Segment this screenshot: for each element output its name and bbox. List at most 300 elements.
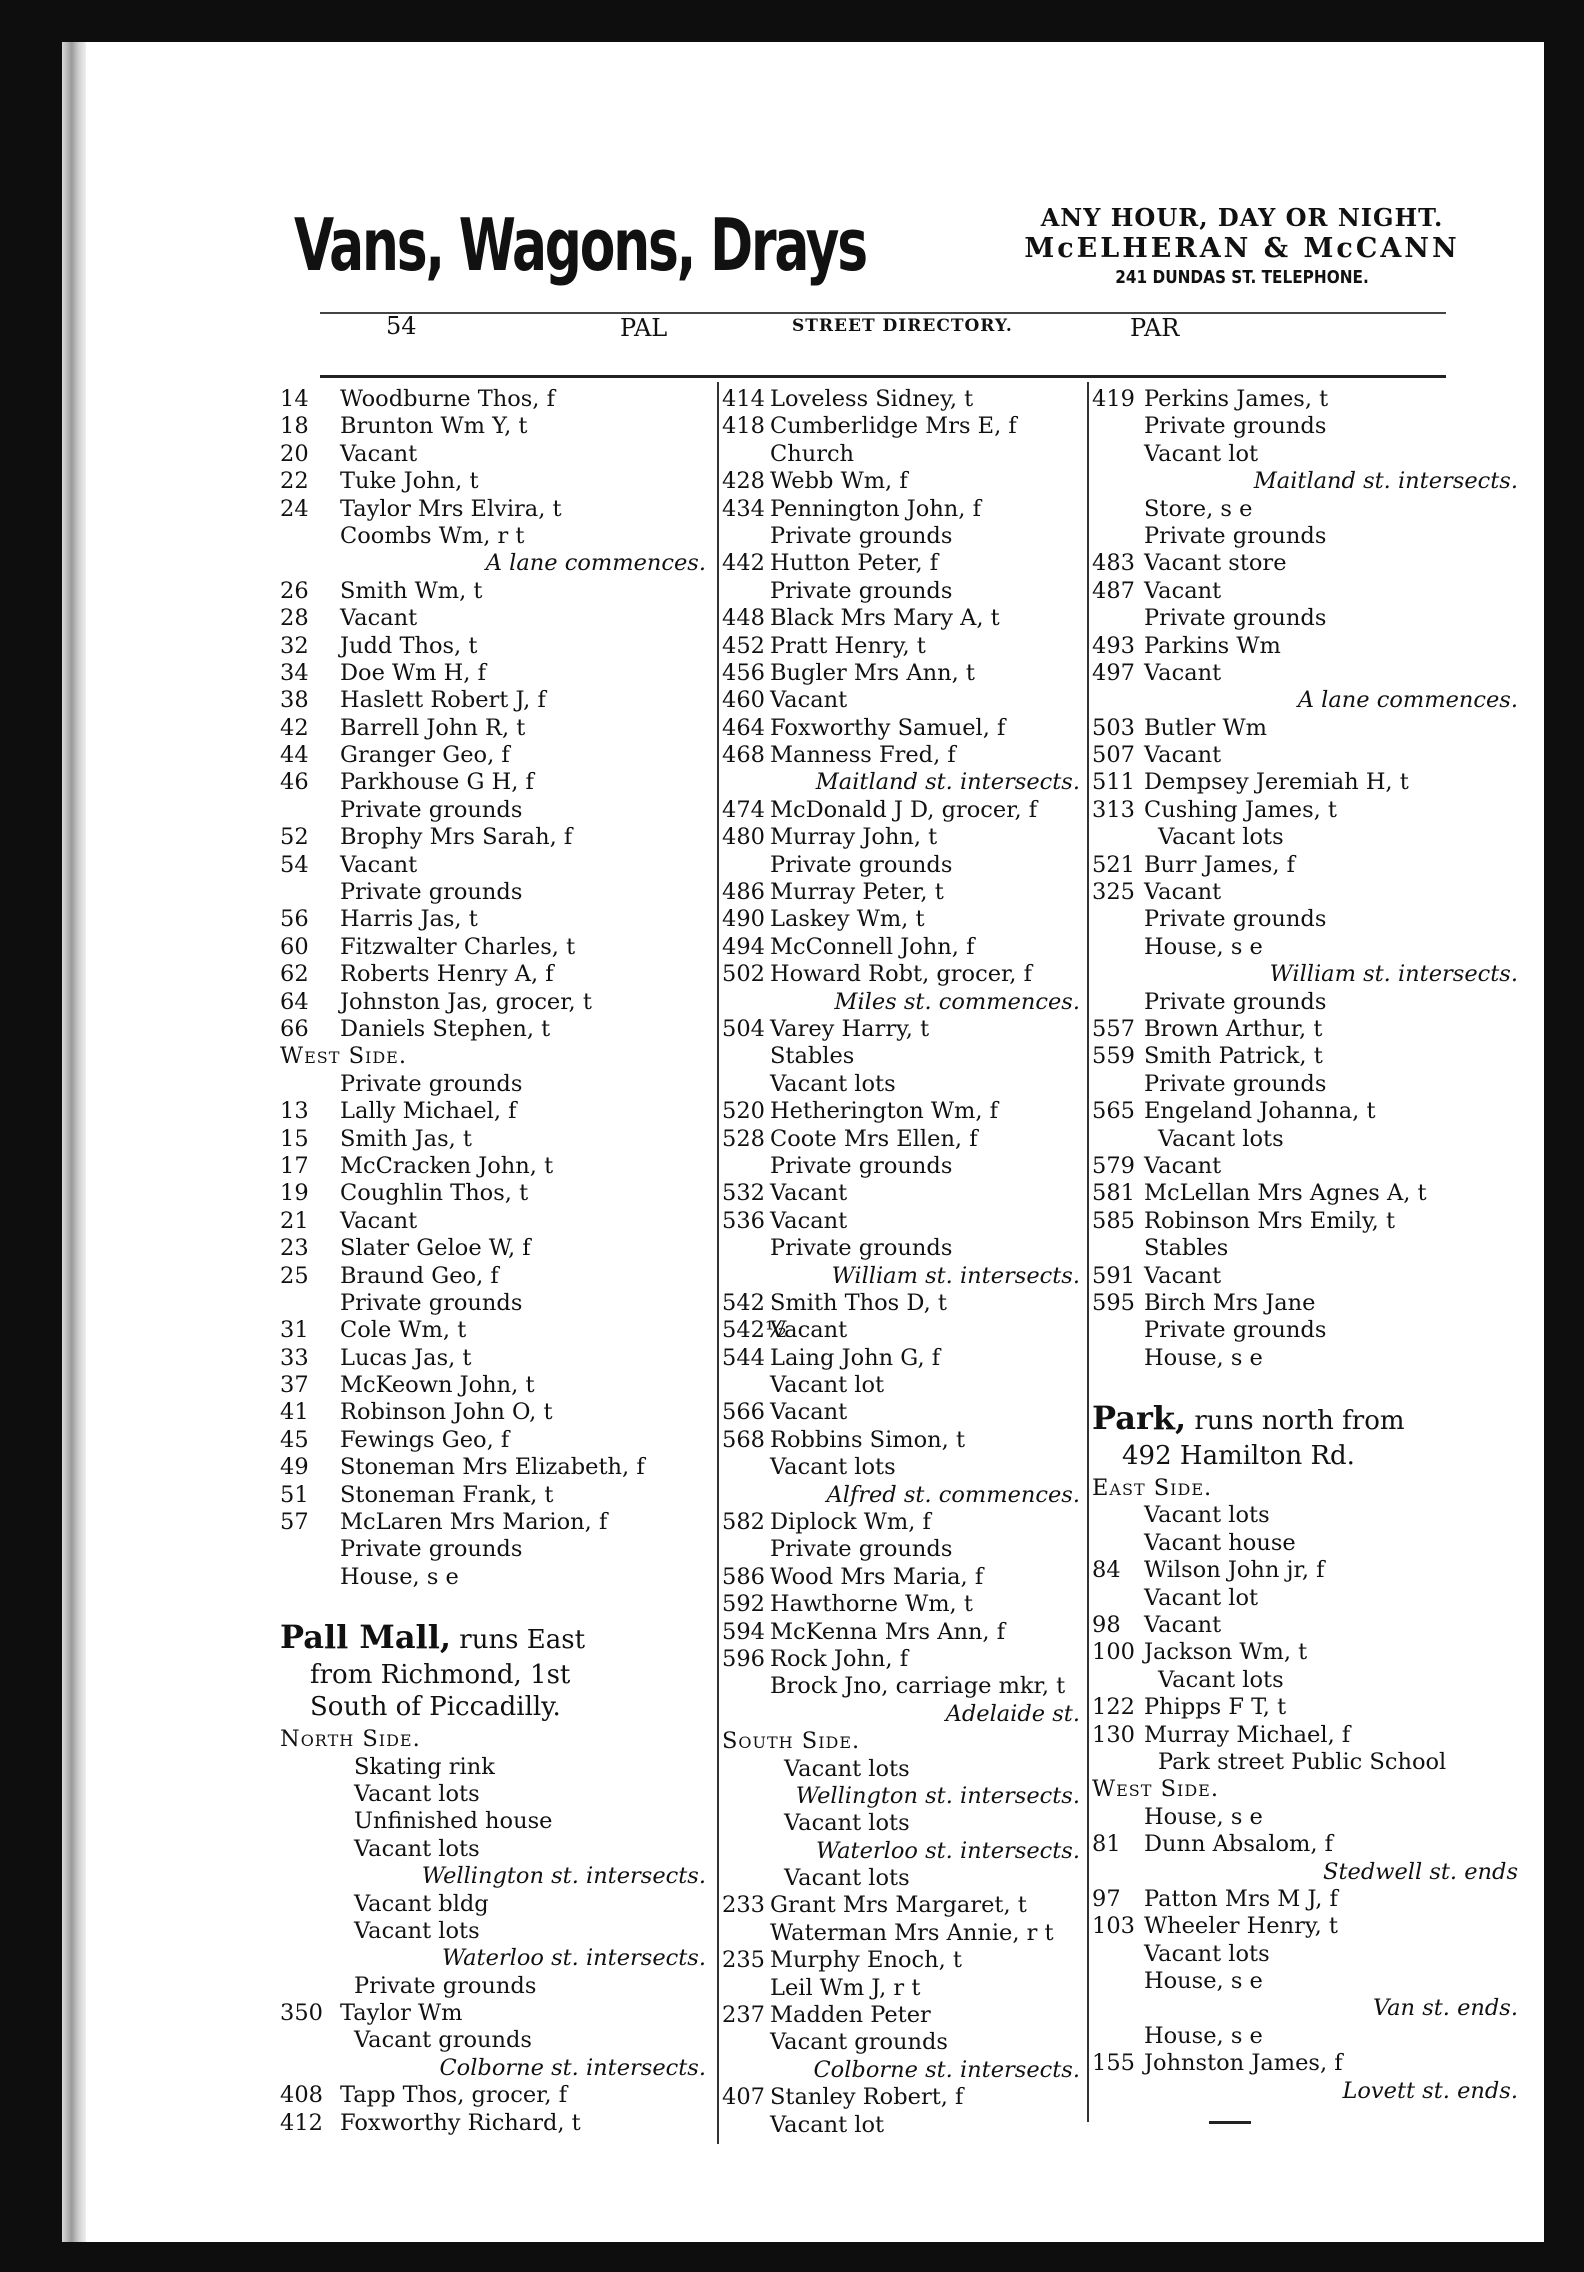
directory-entry (1092, 1886, 1522, 1913)
resident-name: Vacant lots (784, 1810, 910, 1837)
directory-entry (280, 1836, 710, 1863)
directory-entry (1092, 1180, 1522, 1207)
advert-hours: ANY HOUR, DAY OR NIGHT. (1040, 203, 1444, 232)
resident-name: Johnston James, f (1144, 2050, 1343, 2077)
house-number: 483 (1092, 550, 1135, 577)
directory-entry (280, 605, 710, 632)
resident-name: Dunn Absalom, f (1144, 1831, 1333, 1858)
cross-street-note: Colborne st. intersects. (813, 2056, 1080, 2083)
resident-name: Smith Thos D, t (770, 1289, 947, 1316)
house-number: 487 (1092, 577, 1135, 604)
resident-name: Taylor Mrs Elvira, t (340, 495, 562, 522)
directory-entry (1092, 1475, 1522, 1502)
resident-name: House, s e (340, 1563, 459, 1590)
house-number: 23 (280, 1235, 309, 1262)
directory-entry (722, 660, 1084, 687)
resident-name: Vacant (1144, 577, 1222, 604)
house-number: 507 (1092, 742, 1135, 769)
resident-name: Private grounds (340, 1289, 523, 1316)
directory-entry (1092, 496, 1522, 523)
house-number: 52 (280, 824, 309, 851)
house-number: 468 (722, 742, 765, 769)
directory-entry (280, 1536, 710, 1563)
directory-entry (722, 1536, 1084, 1563)
house-number: 56 (280, 906, 309, 933)
resident-name: Harris Jas, t (340, 906, 478, 933)
resident-name: Private grounds (770, 851, 953, 878)
directory-entry (1092, 1530, 1522, 1557)
directory-entry (722, 1180, 1084, 1207)
directory-entry (1092, 1263, 1522, 1290)
house-number: 60 (280, 933, 309, 960)
resident-name: Cole Wm, t (340, 1317, 467, 1344)
resident-name: Vacant (1144, 879, 1222, 906)
resident-name: Hawthorne Wm, t (770, 1591, 973, 1618)
resident-name: Woodburne Thos, f (340, 386, 555, 412)
house-number: 582 (722, 1509, 765, 1536)
directory-entry (280, 1043, 710, 1070)
resident-name: Vacant (770, 1399, 848, 1426)
advert-address: 241 DUNDAS ST. TELEPHONE. (1115, 267, 1369, 288)
house-number: 41 (280, 1399, 309, 1426)
resident-name: House, s e (1144, 1968, 1263, 1995)
house-number: 464 (722, 714, 765, 741)
directory-entry (722, 1509, 1084, 1536)
house-number: 14 (280, 386, 309, 412)
resident-name: McDonald J D, grocer, f (770, 796, 1038, 823)
resident-name: Grant Mrs Margaret, t (770, 1892, 1027, 1919)
house-number: 24 (280, 495, 309, 522)
house-number: 49 (280, 1454, 309, 1481)
resident-name: Park street Public School (1158, 1748, 1447, 1775)
resident-name: Vacant (770, 1317, 848, 1344)
directory-entry (280, 578, 710, 605)
directory-entry (280, 1591, 710, 1618)
directory-entry (280, 1180, 710, 1207)
directory-entry (722, 1701, 1084, 1728)
directory-entry (280, 1016, 710, 1043)
house-number: 502 (722, 961, 765, 988)
house-number: 544 (722, 1344, 765, 1371)
directory-entry (280, 468, 710, 495)
directory-entry (1092, 1153, 1522, 1180)
resident-name: Tapp Thos, grocer, f (340, 2082, 568, 2109)
directory-entry (722, 1756, 1084, 1783)
cross-street-note: A lane commences. (1297, 687, 1518, 714)
resident-name: Unfinished house (354, 1808, 553, 1835)
resident-name: Smith Wm, t (340, 577, 483, 604)
directory-entry (722, 413, 1084, 440)
resident-name: Vacant lots (354, 1835, 480, 1862)
resident-name: Vacant (770, 1180, 848, 1207)
resident-name: Brunton Wm Y, t (340, 413, 528, 440)
house-number: 325 (1092, 879, 1135, 906)
resident-name: Hetherington Wm, f (770, 1098, 998, 1125)
directory-entry (722, 1098, 1084, 1125)
directory-entry (722, 906, 1084, 933)
directory-entry (722, 1865, 1084, 1892)
cross-street-note: William st. intersects. (1269, 961, 1518, 988)
directory-entry (722, 1564, 1084, 1591)
directory-entry (280, 550, 710, 577)
directory-entry (1092, 468, 1522, 495)
directory-entry (280, 2027, 710, 2054)
resident-name: Vacant (340, 851, 418, 878)
directory-entry (280, 1482, 710, 1509)
directory-entry (1092, 578, 1522, 605)
resident-name: Vacant lots (1144, 1940, 1270, 1967)
resident-name: Braund Geo, f (340, 1262, 499, 1289)
house-number: 565 (1092, 1098, 1135, 1125)
directory-entry (280, 906, 710, 933)
cross-street-note: Wellington st. intersects. (421, 1863, 706, 1890)
directory-entry (280, 1372, 710, 1399)
resident-name: Roberts Henry A, f (340, 961, 554, 988)
directory-entry (280, 1754, 710, 1781)
directory-entry (722, 1947, 1084, 1974)
house-number: 595 (1092, 1289, 1135, 1316)
house-number: 557 (1092, 1015, 1135, 1042)
directory-entry (280, 1071, 710, 1098)
resident-name: Vacant (340, 440, 418, 467)
house-number: 20 (280, 440, 309, 467)
house-number: 412 (280, 2109, 323, 2136)
resident-name: Murray Peter, t (770, 879, 944, 906)
directory-entry (1092, 1290, 1522, 1317)
directory-entry (280, 1399, 710, 1426)
house-number: 494 (722, 933, 765, 960)
house-number: 493 (1092, 632, 1135, 659)
house-number: 521 (1092, 851, 1135, 878)
column-divider-1 (717, 382, 719, 2144)
house-number: 581 (1092, 1180, 1135, 1207)
side-heading: South Side. (722, 1728, 861, 1755)
house-number: 579 (1092, 1152, 1135, 1179)
resident-name: Haslett Robert J, f (340, 687, 546, 714)
cross-street-note: Alfred st. commences. (826, 1481, 1080, 1508)
directory-entry (280, 1618, 710, 1662)
resident-name: Church (770, 440, 855, 467)
directory-entry (280, 633, 710, 660)
resident-name: McLaren Mrs Marion, f (340, 1509, 608, 1536)
house-number: 233 (722, 1892, 765, 1919)
directory-entry (280, 523, 710, 550)
directory-entry (1092, 1776, 1522, 1803)
resident-name: Vacant lots (1158, 824, 1284, 851)
house-number: 130 (1092, 1721, 1135, 1748)
house-number: 566 (722, 1399, 765, 1426)
house-number: 237 (722, 2002, 765, 2029)
house-number: 66 (280, 1015, 309, 1042)
side-heading: East Side. (1092, 1475, 1213, 1502)
resident-name: Vacant grounds (354, 2027, 532, 2054)
house-number: 568 (722, 1426, 765, 1453)
resident-name: Brock Jno, carriage mkr, t (770, 1673, 1066, 1700)
cross-street-note: Maitland st. intersects. (815, 769, 1080, 796)
resident-name: Pratt Henry, t (770, 632, 926, 659)
directory-entry (1092, 1043, 1522, 1070)
resident-name: Brophy Mrs Sarah, f (340, 824, 573, 851)
directory-entry (1092, 1345, 1522, 1372)
advert-details (962, 203, 1522, 291)
house-number: 460 (722, 687, 765, 714)
directory-entry (280, 1235, 710, 1262)
directory-entry (722, 1975, 1084, 2002)
directory-entry (722, 1783, 1084, 1810)
house-number: 542½ (722, 1317, 787, 1344)
house-number: 480 (722, 824, 765, 851)
house-number: 497 (1092, 659, 1135, 686)
page-title: STREET DIRECTORY. (792, 316, 1013, 336)
book-spine (62, 42, 86, 2242)
cross-street-note: Waterloo st. intersects. (815, 1837, 1080, 1864)
directory-entry (722, 1071, 1084, 1098)
side-heading: West Side. (280, 1043, 407, 1070)
column-2 (722, 386, 1084, 2139)
resident-name: Webb Wm, f (770, 468, 908, 495)
resident-name: Private grounds (1144, 988, 1327, 1015)
house-number: 57 (280, 1509, 309, 1536)
directory-entry (1092, 989, 1522, 1016)
cross-street-note: William st. intersects. (831, 1262, 1080, 1289)
resident-name: Waterman Mrs Annie, r t (770, 1919, 1054, 1946)
directory-entry (1092, 2023, 1522, 2050)
house-number: 448 (722, 605, 765, 632)
resident-name: Cushing James, t (1144, 796, 1337, 823)
resident-name: McKenna Mrs Ann, f (770, 1618, 1006, 1645)
house-number: 503 (1092, 714, 1135, 741)
resident-name: Bugler Mrs Ann, t (770, 659, 975, 686)
running-header (320, 310, 1446, 350)
house-number: 122 (1092, 1694, 1135, 1721)
house-number: 536 (722, 1207, 765, 1234)
column-divider-2 (1087, 382, 1089, 2122)
resident-name: Taylor Wm (340, 2000, 463, 2027)
resident-name: Vacant (340, 1207, 418, 1234)
resident-name: Judd Thos, t (340, 632, 478, 659)
directory-entry (280, 386, 710, 413)
house-number: 434 (722, 495, 765, 522)
resident-name: Leil Wm J, r t (770, 1974, 921, 2001)
resident-name: Howard Robt, grocer, f (770, 961, 1032, 988)
house-number: 42 (280, 714, 309, 741)
resident-name: Barrell John R, t (340, 714, 526, 741)
directory-entry (280, 742, 710, 769)
directory-entry (280, 1918, 710, 1945)
directory-entry (280, 1263, 710, 1290)
house-number: 596 (722, 1645, 765, 1672)
directory-entry (722, 1920, 1084, 1947)
directory-entry (722, 852, 1084, 879)
house-number: 594 (722, 1618, 765, 1645)
directory-entry (1092, 824, 1522, 851)
house-number: 103 (1092, 1913, 1135, 1940)
directory-entry (280, 797, 710, 824)
resident-name: Private grounds (770, 1152, 953, 1179)
directory-entry (1092, 1502, 1522, 1529)
directory-entry (722, 1126, 1084, 1153)
resident-name: McLellan Mrs Agnes A, t (1144, 1180, 1427, 1207)
directory-entry (1092, 1639, 1522, 1666)
resident-name: Jackson Wm, t (1144, 1639, 1308, 1666)
resident-name: Robbins Simon, t (770, 1426, 966, 1453)
directory-entry (1092, 1831, 1522, 1858)
directory-entry (1092, 961, 1522, 988)
directory-entry (280, 1317, 710, 1344)
resident-name: Wood Mrs Maria, f (770, 1563, 984, 1590)
resident-name: Private grounds (770, 1536, 953, 1563)
directory-entry (722, 1208, 1084, 1235)
directory-entry (1092, 1968, 1522, 1995)
resident-name: Cumberlidge Mrs E, f (770, 413, 1017, 440)
resident-name: Vacant bldg (354, 1890, 489, 1917)
directory-entry (1092, 2050, 1522, 2077)
directory-entry (1092, 1071, 1522, 1098)
directory-entry (280, 769, 710, 796)
directory-entry (1092, 441, 1522, 468)
directory-entry (280, 1694, 710, 1726)
resident-name: Vacant (1144, 1262, 1222, 1289)
directory-entry (722, 1263, 1084, 1290)
directory-entry (280, 824, 710, 851)
cross-street-note: Wellington st. intersects. (795, 1782, 1080, 1809)
directory-entry (280, 1781, 710, 1808)
directory-entry (1092, 1443, 1522, 1475)
directory-entry (1092, 797, 1522, 824)
cross-street-note: Colborne st. intersects. (439, 2054, 706, 2081)
directory-entry (722, 715, 1084, 742)
resident-name: Vacant (1144, 1612, 1222, 1639)
directory-entry (722, 523, 1084, 550)
page-number: 54 (386, 312, 417, 340)
directory-entry (280, 852, 710, 879)
resident-name: Laing John G, f (770, 1344, 941, 1371)
resident-name: Tuke John, t (340, 468, 479, 495)
resident-name: Vacant lots (1158, 1125, 1284, 1152)
resident-name: Patton Mrs M J, f (1144, 1885, 1338, 1912)
directory-entry (722, 2057, 1084, 2084)
house-number: 18 (280, 413, 309, 440)
house-number: 155 (1092, 2050, 1135, 2077)
directory-entry (1092, 1126, 1522, 1153)
directory-entry (280, 1564, 710, 1591)
house-number: 100 (1092, 1639, 1135, 1666)
resident-name: Vacant lot (770, 1372, 885, 1399)
house-number: 22 (280, 468, 309, 495)
directory-entry (722, 1016, 1084, 1043)
street-heading-cont: 492 Hamilton Rd. (1122, 1441, 1355, 1472)
house-number: 542 (722, 1289, 765, 1316)
directory-entry (1092, 934, 1522, 961)
directory-entry (280, 2110, 710, 2137)
directory-entry (722, 1043, 1084, 1070)
column-3 (1092, 386, 1522, 2105)
resident-name: Private grounds (770, 1235, 953, 1262)
side-heading: North Side. (280, 1726, 421, 1753)
directory-entry (1092, 1585, 1522, 1612)
house-number: 28 (280, 605, 309, 632)
directory-entry (722, 2112, 1084, 2139)
house-number: 34 (280, 659, 309, 686)
house-number: 21 (280, 1207, 309, 1234)
house-number: 452 (722, 632, 765, 659)
directory-entry (1092, 879, 1522, 906)
house-number: 84 (1092, 1557, 1121, 1584)
directory-entry (722, 1454, 1084, 1481)
house-number: 456 (722, 659, 765, 686)
advertisement-banner (294, 197, 1544, 297)
house-number: 31 (280, 1317, 309, 1344)
resident-name: Murray John, t (770, 824, 938, 851)
left-guide-word: PAL (620, 314, 668, 342)
resident-name: Vacant lots (1158, 1666, 1284, 1693)
directory-entry (722, 2084, 1084, 2111)
house-number: 15 (280, 1125, 309, 1152)
resident-name: Vacant house (1144, 1529, 1296, 1556)
resident-name: Phipps F T, t (1144, 1694, 1287, 1721)
resident-name: Slater Geloe W, f (340, 1235, 531, 1262)
directory-entry (1092, 852, 1522, 879)
end-of-section-rule (1209, 2121, 1251, 2124)
resident-name: Lally Michael, f (340, 1098, 517, 1125)
resident-name: Coote Mrs Ellen, f (770, 1125, 978, 1152)
directory-entry (280, 879, 710, 906)
resident-name: Private grounds (340, 1070, 523, 1097)
cross-street-note: Adelaide st. (945, 1700, 1080, 1727)
resident-name: Dempsey Jeremiah H, t (1144, 769, 1409, 796)
resident-name: Private grounds (340, 879, 523, 906)
house-number: 62 (280, 961, 309, 988)
column-1 (280, 386, 710, 2137)
directory-entry (1092, 1016, 1522, 1043)
resident-name: Manness Fred, f (770, 742, 956, 769)
house-number: 486 (722, 879, 765, 906)
directory-entry (1092, 1694, 1522, 1721)
resident-name: Murray Michael, f (1144, 1721, 1351, 1748)
directory-entry (280, 2055, 710, 2082)
resident-name: Private grounds (1144, 605, 1327, 632)
resident-name: House, s e (1144, 933, 1263, 960)
street-heading-cont: South of Piccadilly. (310, 1692, 561, 1723)
directory-entry (280, 1153, 710, 1180)
resident-name: Vacant lots (770, 1454, 896, 1481)
resident-name: Vacant lot (1144, 1584, 1259, 1611)
directory-entry (722, 742, 1084, 769)
directory-entry (280, 1891, 710, 1918)
directory-entry (280, 660, 710, 687)
house-number: 490 (722, 906, 765, 933)
house-number: 13 (280, 1098, 309, 1125)
directory-entry (280, 989, 710, 1016)
resident-name: Coughlin Thos, t (340, 1180, 529, 1207)
directory-entry (280, 2082, 710, 2109)
resident-name: Murphy Enoch, t (770, 1947, 962, 1974)
resident-name: Stables (1144, 1235, 1229, 1262)
house-number: 407 (722, 2084, 765, 2111)
directory-entry (280, 413, 710, 440)
street-heading: Park, runs north from (1092, 1399, 1405, 1438)
directory-entry (1092, 1995, 1522, 2022)
house-number: 97 (1092, 1885, 1121, 1912)
directory-entry (722, 961, 1084, 988)
house-number: 559 (1092, 1043, 1135, 1070)
directory-entry (1092, 1667, 1522, 1694)
resident-name: Private grounds (1144, 413, 1327, 440)
directory-entry (1092, 687, 1522, 714)
directory-entry (722, 2029, 1084, 2056)
directory-entry (1092, 715, 1522, 742)
resident-name: Smith Patrick, t (1144, 1043, 1323, 1070)
